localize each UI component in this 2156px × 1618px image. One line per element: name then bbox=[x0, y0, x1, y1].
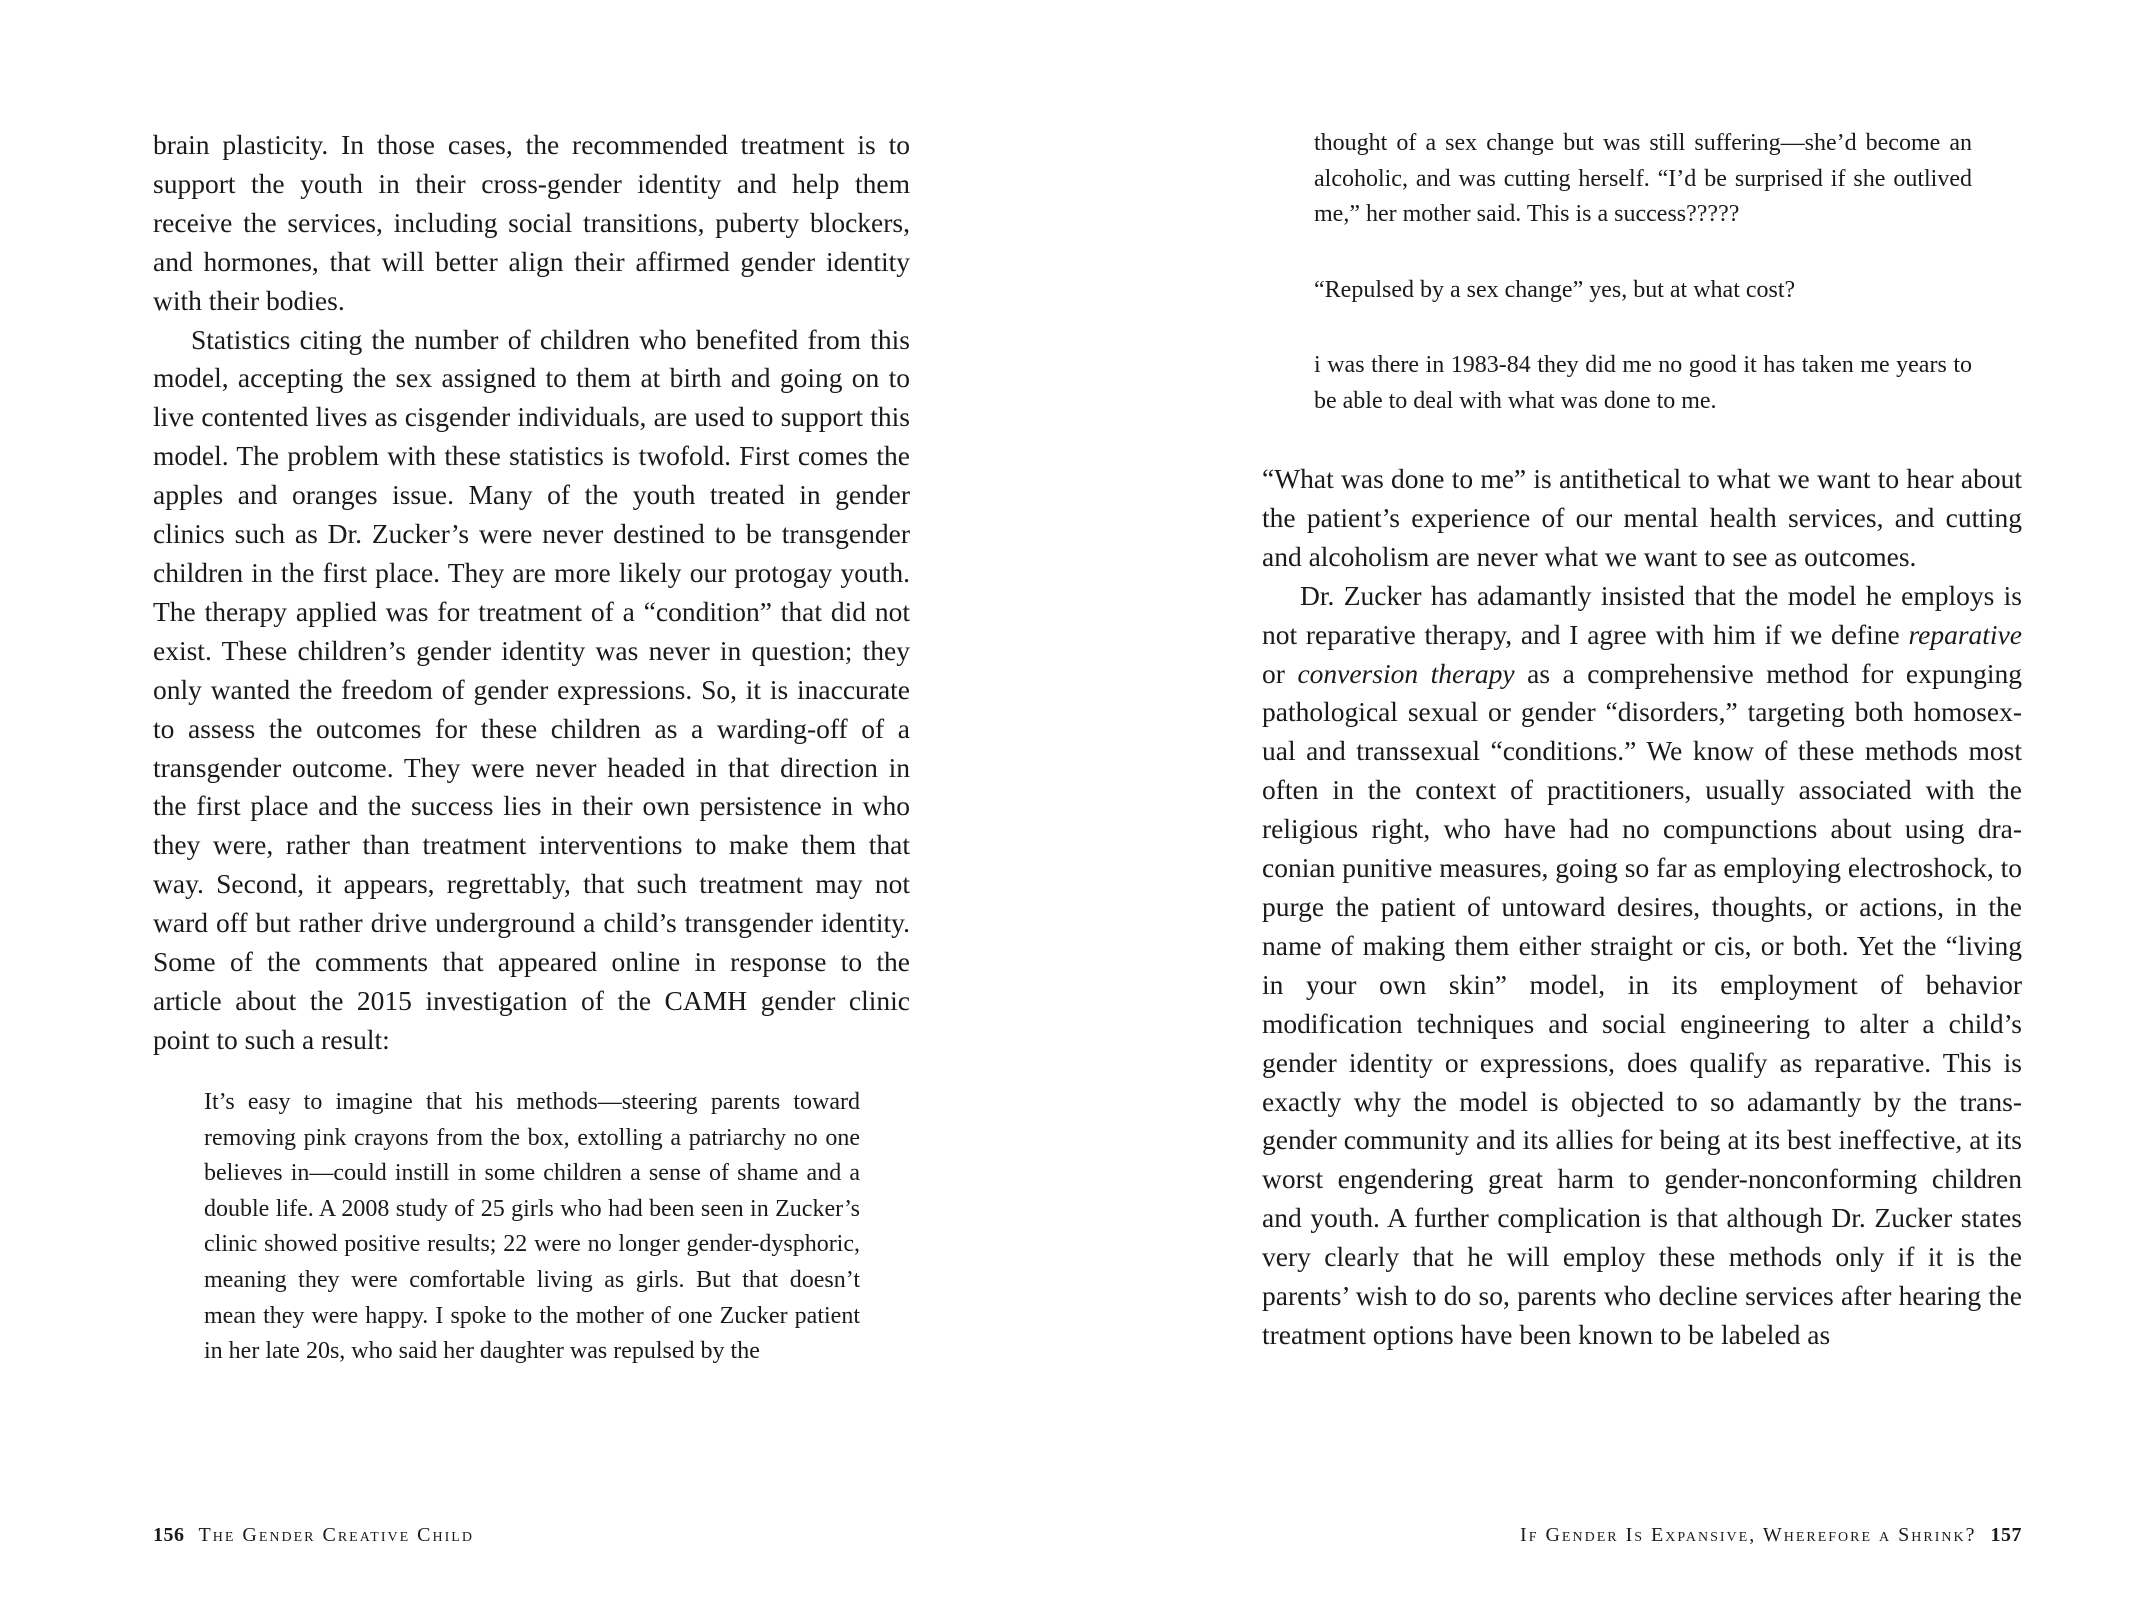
left-running-footer bbox=[153, 1524, 474, 1547]
right-block-quote-1: thought of a sex change but was still suffering—she’d become an alcoholic, and was cutting herself. “I’d be surprised if she outlived me,” her mother said. This is a success????? bbox=[1314, 130, 1972, 228]
right-block-quotes bbox=[1314, 126, 1972, 420]
right-block-quote-2: “Repulsed by a sex change” yes, but at what cost? bbox=[1314, 276, 1796, 303]
right-paragraph-1: “What was done to me” is antithetical to what we want to hear about the patient’s experience of our mental health services, and cutting and alcoholism are never what we want to see as outcomes. bbox=[1262, 463, 2022, 572]
right-running-footer bbox=[1520, 1524, 2022, 1547]
left-block-quote-text: It’s easy to imagine that his methods—steering parents toward removing pink crayons from the box, extolling a patriarchy no one believes in—could instill in some children a sense of shame and a double life. A 2008 study of 25 girls who had been seen in Zucker’s clinic showed positive results; 22 were no longer gender-dysphoric, meaning they were comfortable living as girls. But that doesn’t mean they were happy. I spoke to the mother of one Zucker patient in her late 20s, who said her daughter was repulsed by the bbox=[204, 1089, 860, 1365]
running-title: If Gender Is Expansive, Wherefore a Shrink? bbox=[1520, 1524, 1977, 1546]
right-paragraph-2-part-3: as a comprehensive method for expunging pathological sexual or gender “disorders,” targeting both homosexual and transsexual “conditions.” We know of these methods most often in the context of practitioners, usually associated with the religious right, who have had no compunctions about using draconian punitive measures, going so far as employing electroshock, to purge the patient of untoward desires, thoughts, or actions, in the name of making them either straight or cis, or both. Yet the “living in your own skin” model, in its employment of behavior modification techniques and social engineering to alter a child’s gender identity or expressions, does qualify as reparative. This is exactly why the model is objected to so adamantly by the transgender community and its allies for being at its best ineffective, at its worst engendering great harm to gender-nonconforming children and youth. A further complication is that although Dr. Zucker states very clearly that he will employ these methods only if it is the parents’ wish to do so, parents who decline services after hearing the treatment options have been known to be labeled as bbox=[1262, 657, 2022, 1350]
running-title: The Gender Creative Child bbox=[198, 1524, 474, 1546]
page-number: 157 bbox=[1990, 1524, 2022, 1546]
left-body-text bbox=[153, 126, 910, 1060]
right-paragraph-2-part-2: or bbox=[1262, 657, 1298, 689]
left-paragraph-2: Statistics citing the number of children who benefited from this model, accepting the sex assigned to them at birth and going on to live contented lives as cisgender individuals, are used to support this model. The problem with these statistics is twofold. First comes the apples and oranges issue. Many of the youth treated in gender clinics such as Dr. Zucker’s were never destined to be transgender children in the first place. They are more likely our protogay youth. The therapy applied was for treatment of a “condition” that did not exist. These children’s gender identity was never in question; they only wanted the freedom of gender expressions. So, it is inaccurate to assess the outcomes for these children as a warding-off of a transgender outcome. They were never headed in that direction in the first place and the success lies in their own persistence in who they were, rather than treatment interventions to make them that way. Second, it appears, regrettably, that such treatment may not ward off but rather drive underground a child’s transgender identity. Some of the comments that appeared online in response to the article about the 2015 investigation of the CAMH gender clinic point to such a result: bbox=[153, 323, 910, 1055]
right-block-quote-3: i was there in 1983-84 they did me no good it has taken me years to be able to deal with what was done to me. bbox=[1314, 352, 1972, 414]
right-paragraph-2 bbox=[1262, 577, 2022, 1355]
term-conversion-therapy: conversion therapy bbox=[1297, 657, 1515, 689]
left-block-quote bbox=[204, 1085, 860, 1370]
right-body-text bbox=[1262, 460, 2022, 1355]
page-number: 156 bbox=[153, 1524, 185, 1546]
left-paragraph-1: brain plasticity. In those cases, the recommended treatment is to support the youth in their cross-gender identity and help them receive the services, including social transitions, puberty blockers, and hormones, that will better align their affirmed gender identity with their bodies. bbox=[153, 129, 910, 316]
right-paragraph-2-part-1: Dr. Zucker has adamantly insisted that the model he employs is not reparative therapy, and I agree with him if we define bbox=[1262, 579, 2022, 650]
term-reparative: reparative bbox=[1908, 618, 2022, 650]
right-page bbox=[1078, 0, 2156, 1618]
